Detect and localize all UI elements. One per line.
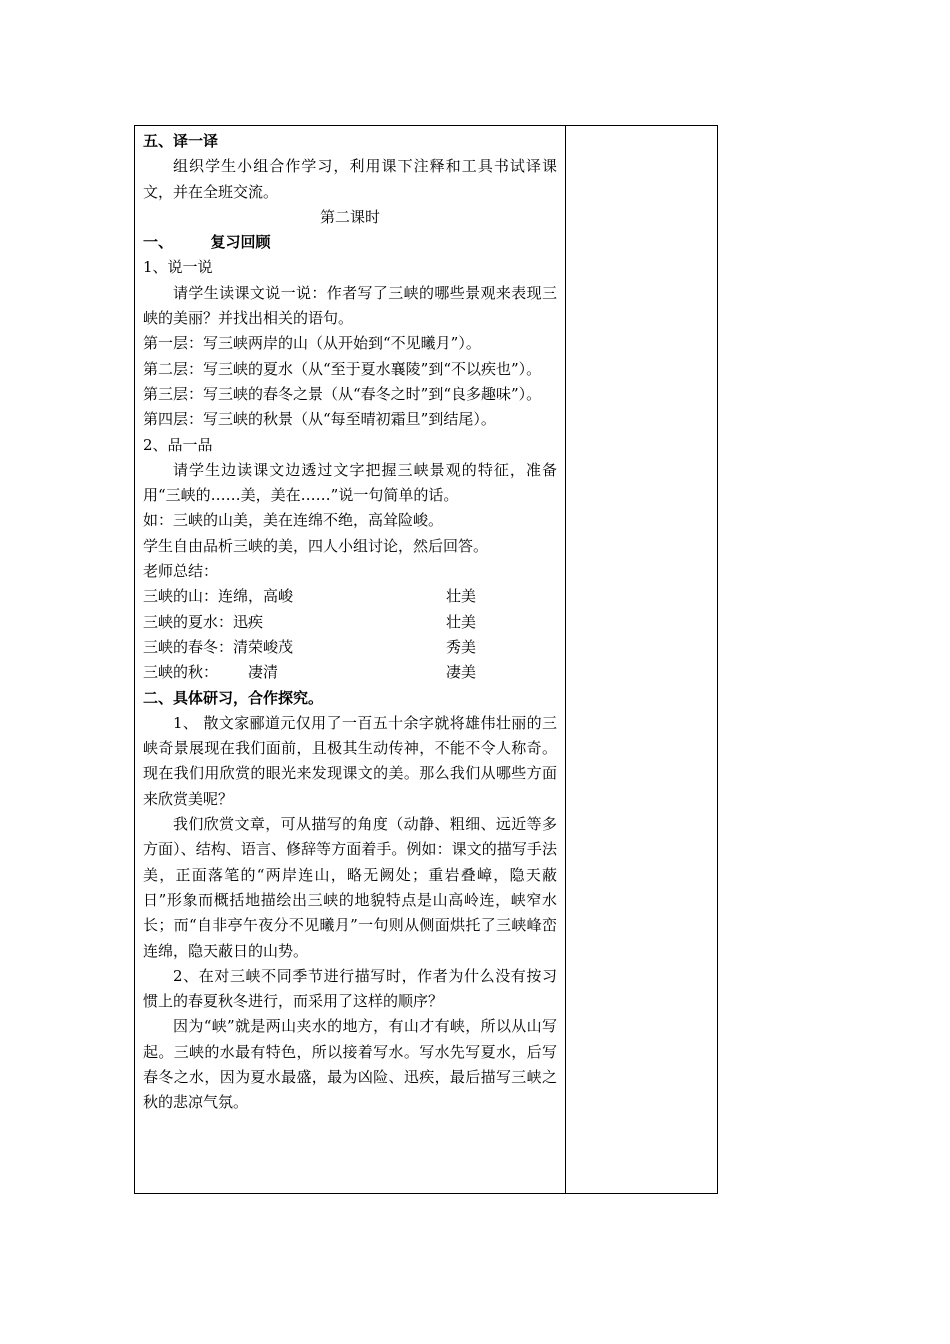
column-divider bbox=[565, 126, 566, 1193]
summary-left: 三峡的夏水：迅疾 bbox=[143, 612, 264, 631]
summary-row bbox=[143, 584, 557, 609]
answer-1: 我们欣赏文章，可从描写的角度（动静、粗细、远近等多方面）、结构、语言、修辞等方面着手。例如：课文的描写手法美，正面落笔的“两岸连山，略无阙处；重岩叠嶂，隐天蔽日”形象而概括地描绘出三峡的地貌特点是山高岭连，峡窄水长；而“自非亭午夜分不见曦月”一句则从侧面烘托了三峡峰峦连绵，隐天蔽日的山势。 bbox=[143, 815, 557, 960]
review-heading-text: 复习回顾 bbox=[210, 233, 271, 252]
content-cell bbox=[143, 129, 557, 1116]
review-1-heading: 1、说一说 bbox=[143, 258, 213, 277]
layer-3: 第三层：写三峡的春冬之景（从“春冬之时”到“良多趣味”）。 bbox=[143, 384, 542, 403]
summary-right: 壮美 bbox=[446, 587, 477, 606]
summary-right: 凄美 bbox=[446, 663, 477, 682]
summary-left: 三峡的春冬：清荣峻茂 bbox=[143, 637, 294, 656]
layer-1: 第一层：写三峡两岸的山（从开始到“不见曦月”）。 bbox=[143, 334, 481, 353]
students-line: 学生自由品析三峡的美，四人小组讨论，然后回答。 bbox=[143, 536, 489, 555]
review-2-heading: 2、品一品 bbox=[143, 435, 213, 454]
review-2-paragraph: 请学生边读课文边透过文字把握三峡景观的特征，准备用“三峡的……美，美在……”说一句简单的话。 bbox=[143, 460, 557, 505]
summary-row bbox=[143, 610, 557, 635]
layer-2: 第二层：写三峡的夏水（从“至于夏水襄陵”到“不以疾也”）。 bbox=[143, 359, 542, 378]
section-5-heading: 五、译一译 bbox=[143, 132, 219, 150]
layer-4: 第四层：写三峡的秋景（从“每至晴初霜旦”到结尾）。 bbox=[143, 410, 496, 429]
summary-row bbox=[143, 635, 557, 660]
lesson-2-title: 第二课时 bbox=[319, 207, 380, 226]
review-1-paragraph: 请学生读课文说一说：作者写了三峡的哪些景观来表现三峡的美丽？并找出相关的语句。 bbox=[143, 283, 557, 328]
answer-2: 因为“峡”就是两山夹水的地方，有山才有峡，所以从山写起。三峡的水最有特色，所以接着写水。写水先写夏水，后写春冬之水，因为夏水最盛，最为凶险、迅疾，最后描写三峡之秋的悲凉气氛。 bbox=[143, 1017, 557, 1112]
question-1: 1、 散文家郦道元仅用了一百五十余字就将雄伟壮丽的三峡奇景展现在我们面前，且极其生动传神，不能不令人称奇。现在我们用欣赏的眼光来发现课文的美。那么我们从哪些方面来欣赏美呢？ bbox=[143, 713, 557, 808]
summary-left: 三峡的秋： bbox=[143, 663, 219, 682]
review-heading-number: 一、 bbox=[143, 233, 174, 252]
summary-row bbox=[143, 660, 557, 685]
summary-right: 壮美 bbox=[446, 612, 477, 631]
question-2: 2、在对三峡不同季节进行描写时，作者为什么没有按习惯上的春夏秋冬进行，而采用了这样的顺序？ bbox=[143, 966, 557, 1011]
summary-right: 秀美 bbox=[446, 637, 477, 656]
review-heading bbox=[143, 230, 557, 255]
section-5-paragraph: 组织学生小组合作学习，利用课下注释和工具书试译课文，并在全班交流。 bbox=[143, 157, 557, 201]
teacher-summary-label: 老师总结： bbox=[143, 562, 219, 581]
example-line: 如：三峡的山美，美在连绵不绝，高耸险峻。 bbox=[143, 511, 444, 530]
summary-left: 三峡的山：连绵，高峻 bbox=[143, 587, 294, 606]
summary-left-detail: 凄清 bbox=[248, 663, 279, 682]
lesson-plan-table bbox=[134, 125, 718, 1194]
section-2-heading: 二、具体研习，合作探究。 bbox=[143, 688, 324, 707]
